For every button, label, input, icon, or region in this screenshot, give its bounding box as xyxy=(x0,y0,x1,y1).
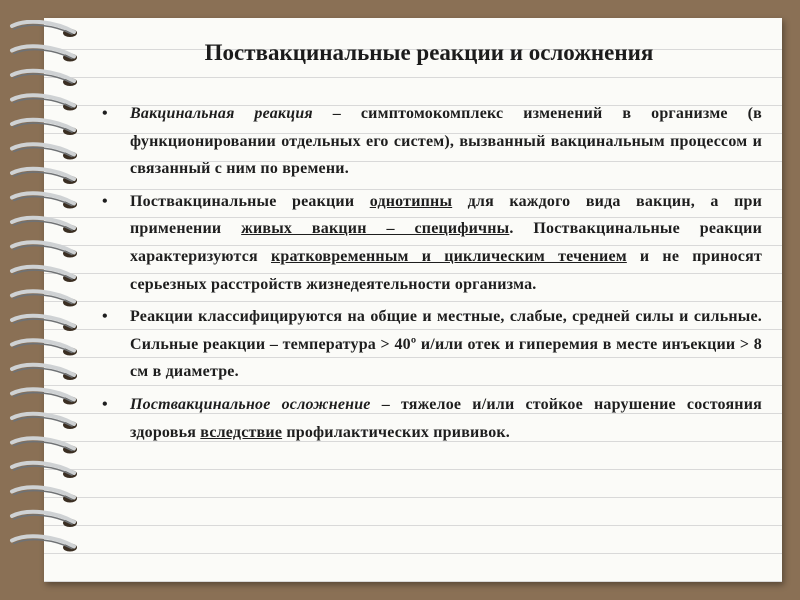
spiral-ring xyxy=(12,389,77,404)
spiral-ring xyxy=(12,438,77,453)
spiral-ring xyxy=(12,71,77,86)
spiral-ring xyxy=(12,144,77,159)
bullet-text: – симптомокомплекс изменений в организме (в функционировании отдельных его систем), вызванный вакцинальным процессом и связанный с ним по времени. xyxy=(130,105,762,178)
spiral-ring xyxy=(12,267,77,282)
spiral-ring xyxy=(12,169,77,184)
bullet-item xyxy=(102,100,762,183)
term-post-vaccine-complication: Поствакцинальное осложнение xyxy=(130,395,371,413)
bullet-text: . Поствакцинальные реакции характеризуются xyxy=(130,220,762,265)
bullet-text: Реакции классифицируются на общие и местные, слабые, средней силы и сильные. Сильные реакции – температура > 40º и/или отек и гиперемия в месте инъекции > 8 см в диаметре. xyxy=(130,308,762,381)
underlined-text: кратковременным и циклическим течением xyxy=(271,247,627,265)
bullet-list xyxy=(102,100,762,451)
spiral-ring xyxy=(12,414,77,429)
spiral-ring xyxy=(12,22,77,37)
bullet-text: и не приносят серьезных расстройств жизнедеятельности организма. xyxy=(130,247,762,293)
spiral-ring xyxy=(12,95,77,110)
bullet-item xyxy=(102,188,762,298)
spiral-ring xyxy=(12,365,77,380)
bullet-text: профилактических прививок. xyxy=(282,423,511,441)
bullet-marker: • xyxy=(102,105,108,122)
spiral-ring xyxy=(12,193,77,208)
underlined-text: вследствие xyxy=(200,423,283,441)
bullet-text: для каждого вида вакцин, а при применении xyxy=(130,192,763,238)
spiral-ring xyxy=(12,218,77,233)
spiral-ring xyxy=(12,242,77,257)
spiral-binding xyxy=(8,20,88,580)
bullet-marker: • xyxy=(102,308,108,326)
spiral-ring xyxy=(12,536,77,551)
bullet-item xyxy=(102,303,762,386)
bullet-item xyxy=(102,391,762,446)
spiral-ring xyxy=(12,120,77,135)
bullet-text: Поствакцинальные реакции xyxy=(130,192,370,210)
underlined-text: однотипны xyxy=(369,192,453,210)
spiral-ring xyxy=(12,340,77,355)
spiral-ring xyxy=(12,487,77,502)
spiral-ring xyxy=(12,463,77,478)
underlined-text: живых вакцин – специфичны xyxy=(241,220,510,238)
term-vaccine-reaction: Вакцинальная реакция xyxy=(130,105,313,122)
spiral-ring xyxy=(12,512,77,527)
spiral-ring xyxy=(12,46,77,61)
spiral-ring xyxy=(12,291,77,306)
bullet-text: – тяжелое и/или стойкое нарушение состояния здоровья xyxy=(130,395,763,441)
bullet-marker: • xyxy=(102,395,108,413)
spiral-ring xyxy=(12,316,77,331)
page-title: Поствакцинальные реакции и осложнения xyxy=(204,40,654,65)
bullet-marker: • xyxy=(102,192,108,210)
